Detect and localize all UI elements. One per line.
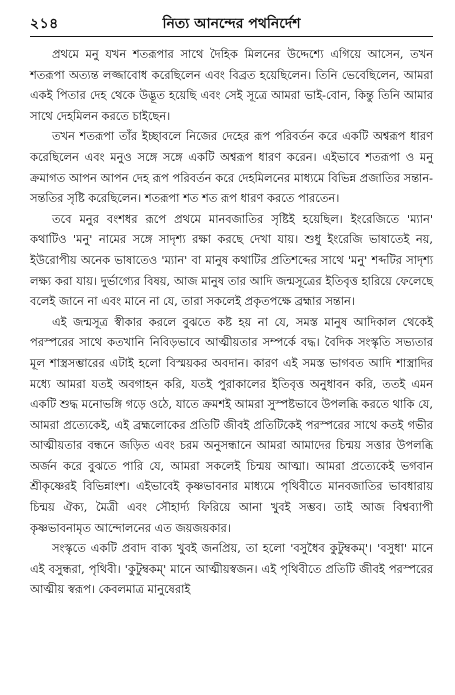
paragraph: এই জন্মসূত্র স্বীকার করলে বুঝতে কষ্ট হয় না যে, সমস্ত মানুষ আদিকাল থেকেই পরস্পরের সাথে কতখানি নিবিড়ভাবে আত্মীয়তার সম্পর্কে বদ্ধ। বৈদিক সংস্কৃতি সভ্যতার মূল শাস্ত্রসম্ভারের এটাই হলো বিস্ময়কর অবদান। কারণ এই সমস্ত ভাগবত আদি শাস্ত্রাদির মধ্যে আমরা যতই অবগাহন করি, যতই পুরাকালের ইতিবৃত্ত অনুধাবন করি, ততই এমন একটি শুদ্ধ মনোভঙ্গি গড়ে ওঠে, যাতে ক্রমশই আমরা সুস্পষ্টভাবে উপলব্ধি করতে থাকি যে, আমরা প্রত্যেকেই, এই ব্রহ্মলোকের প্রতিটি জীবই প্রতিটিকেই পরস্পরের সাথে কতই গভীর আত্মীয়তার বন্ধনে জড়িত এবং চরম অনুসন্ধানে আমরা আমাদের চিন্ময় সত্তার উপলব্ধি অর্জন করে বুঝতে পারি যে, আমরা সকলেই চিন্ময় আত্মা। আমরা প্রত্যেকেই ভগবান শ্রীকৃষ্ণেরই বিভিন্নাংশ। এইভাবেই কৃষ্ণভাবনার মাধ্যমে পৃথিবীতে মানবজাতির ভাবধারায় চিন্ময় ঐক্য, মৈত্রী এবং সৌহার্দ্য ফিরিয়ে আনা খুবই সম্ভব। তাই আজ বিশ্বব্যাপী কৃষ্ণভাবনামৃত আন্দোলনের এত জয়জয়কার।: [30, 314, 433, 535]
header-rule: [30, 36, 433, 37]
body-text: [30, 44, 433, 600]
running-title: নিত্য আনন্দের পথনির্দেশ: [162, 16, 301, 32]
paragraph: তবে মনুর বংশধর রূপে প্রথমে মানবজাতির সৃষ্টিই হয়েছিল। ইংরেজিতে 'ম্যান' কথাটিও 'মনু' নামের সঙ্গে সাদৃশ্য রক্ষা করছে দেখা যায়। শুধু ইংরেজি ভাষাতেই নয়, ইউরোপীয় অনেক ভাষাতেও 'ম্যান' বা মানুষ কথাটির প্রতিশব্দের সাথে 'মনু' শব্দটির সাদৃশ্য লক্ষ্য করা যায়। দুর্ভাগ্যের বিষয়, আজ মানুষ তার আদি জন্মসূত্রের ইতিবৃত্ত হারিয়ে ফেলেছে বলেই জানে না এবং মানে না যে, তারা সকলেই প্রকৃতপক্ষে ব্রহ্মার সন্তান।: [30, 211, 433, 309]
page-number: ২১৪: [30, 16, 59, 32]
paragraph: তখন শতরূপা তাঁর ইচ্ছাবলে নিজের দেহের রূপ পরিবর্তন করে একটি অশ্বরূপ ধারণ করেছিলেন এবং মনুও সঙ্গে সঙ্গে একটি অশ্বরূপ ধারণ করেন। এইভাবে শতরূপা ও মনু ক্রমাগত আপন আপন দেহ রূপ পরিবর্তন করে দেহমিলনের মাধ্যমে বিভিন্ন প্রজাতির সন্তান-সন্ততির সৃষ্টি করেছিলেন। শতরূপা শত শত রূপ ধারণ করতে পারতেন।: [30, 129, 433, 206]
page-header: [30, 8, 433, 38]
paragraph: সংস্কৃতে একটি প্রবাদ বাক্য খুবই জনপ্রিয়, তা হলো 'বসুধৈব কুটুম্বকম্'। 'বসুধা' মানে এই বসুন্ধরা, পৃথিবী। 'কুটুম্বকম্' মানে আত্মীয়স্বজন। এই পৃথিবীতে প্রতিটি জীবই পরস্পরের আত্মীয় স্বরূপ। কেবলমাত্র মানুষেরাই: [30, 541, 433, 597]
paragraph: প্রথমে মনু যখন শতরূপার সাথে দৈহিক মিলনের উদ্দেশ্যে এগিয়ে আসেন, তখন শতরূপা অত্যন্ত লজ্জাবোধ করেছিলেন এবং বিব্রত হয়েছিলেন। তিনি ভেবেছিলেন, আমরা একই পিতার দেহ থেকে উদ্ভূত হয়েছি এবং সেই সূত্রে আমরা ভাই-বোন, কিন্তু তিনি আমার সাথে দেহমিলন করতে চাইছেন।: [30, 47, 433, 123]
